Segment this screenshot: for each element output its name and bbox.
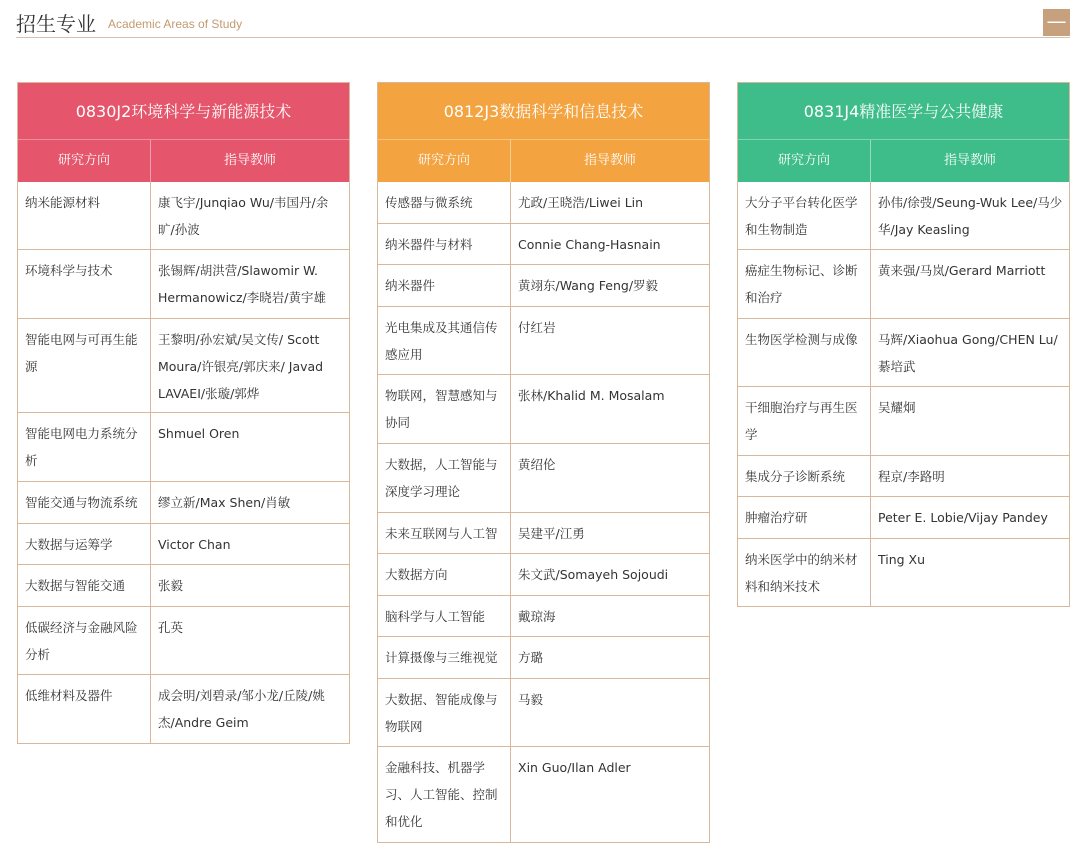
research-direction: 纳米器件与材料 <box>378 224 511 264</box>
advisor-list: Peter E. Lobie/Vijay Pandey <box>878 510 1048 525</box>
header-advisor: 指导教师 <box>223 153 276 168</box>
header-direction: 研究方向 <box>738 140 871 182</box>
program-card-environment <box>17 82 350 744</box>
program-title: 0812J3数据科学和信息技术 <box>378 83 709 140</box>
table-row <box>378 554 709 596</box>
table-row <box>18 565 349 607</box>
table-row <box>18 524 349 565</box>
table-row <box>738 456 1069 497</box>
advisor-list: 张毅 <box>158 578 184 593</box>
research-direction: 光电集成及其通信传感应用 <box>378 307 511 374</box>
research-direction: 环境科学与技术 <box>18 250 151 318</box>
advisor-list: 黄绍伦 <box>518 457 556 472</box>
research-direction: 低维材料及器件 <box>18 675 151 743</box>
research-direction: 智能电网与可再生能源 <box>18 319 151 412</box>
advisor-list: Victor Chan <box>158 537 231 552</box>
table-row <box>18 675 349 744</box>
table-row <box>378 182 709 224</box>
table-header <box>378 140 709 182</box>
research-direction: 大数据，人工智能与深度学习理论 <box>378 444 511 512</box>
table-row <box>378 596 709 637</box>
advisor-list: 张锡辉/胡洪营/Slawomir W. Hermanowicz/李晓岩/黄宇雄 <box>158 263 326 305</box>
table-row <box>378 637 709 679</box>
advisor-list: 康飞宇/Junqiao Wu/韦国丹/余旷/孙波 <box>158 195 329 237</box>
research-direction: 肿瘤治疗研 <box>738 497 871 538</box>
table-row <box>738 539 1069 607</box>
advisor-list: 黄翊东/Wang Feng/罗毅 <box>518 278 659 293</box>
research-direction: 物联网，智慧感知与协同 <box>378 375 511 443</box>
research-direction: 计算摄像与三维视觉 <box>378 637 511 678</box>
research-direction: 大数据方向 <box>378 554 511 595</box>
header-direction: 研究方向 <box>378 140 511 182</box>
table-row <box>18 250 349 319</box>
table-row <box>738 497 1069 539</box>
research-direction: 癌症生物标记、诊断和治疗 <box>738 250 871 318</box>
header-advisor: 指导教师 <box>583 153 636 168</box>
research-direction: 金融科技、机器学习、人工智能、控制和优化 <box>378 747 511 842</box>
table-row <box>18 319 349 413</box>
research-direction: 大分子平台转化医学和生物制造 <box>738 182 871 249</box>
research-direction: 大数据与运筹学 <box>18 524 151 564</box>
advisor-list: Shmuel Oren <box>158 426 240 441</box>
table-header <box>738 140 1069 182</box>
advisor-list: 戴琼海 <box>518 609 556 624</box>
research-direction: 集成分子诊断系统 <box>738 456 871 496</box>
advisor-list: 付红岩 <box>518 320 556 335</box>
page-subtitle: Academic Areas of Study <box>108 17 243 31</box>
table-row <box>738 319 1069 387</box>
table-row <box>18 607 349 675</box>
advisor-list: Connie Chang-Hasnain <box>518 237 661 252</box>
research-direction: 智能交通与物流系统 <box>18 482 151 523</box>
program-title: 0830J2环境科学与新能源技术 <box>18 83 349 140</box>
research-direction: 干细胞治疗与再生医学 <box>738 387 871 455</box>
research-direction: 智能电网电力系统分析 <box>18 413 151 481</box>
table-row <box>378 375 709 444</box>
collapse-button[interactable] <box>1043 9 1070 36</box>
advisor-list: 马毅 <box>518 692 544 707</box>
advisor-list: 缪立新/Max Shen/肖敏 <box>158 495 291 510</box>
advisor-list: Ting Xu <box>878 552 926 567</box>
advisor-list: 黄来强/马岚/Gerard Marriott <box>878 263 1046 278</box>
research-direction: 生物医学检测与成像 <box>738 319 871 386</box>
research-direction: 大数据、智能成像与物联网 <box>378 679 511 746</box>
table-row <box>378 265 709 307</box>
table-row <box>378 679 709 747</box>
advisor-list: 孔英 <box>158 620 184 635</box>
advisor-list: 程京/李路明 <box>878 469 945 484</box>
advisor-list: 朱文武/Somayeh Sojoudi <box>518 567 669 582</box>
program-title: 0831J4精准医学与公共健康 <box>738 83 1069 140</box>
research-direction: 低碳经济与金融风险分析 <box>18 607 151 674</box>
page-title: 招生专业 <box>16 12 96 36</box>
research-direction: 纳米能源材料 <box>18 182 151 249</box>
table-row <box>738 250 1069 319</box>
table-row <box>18 482 349 524</box>
advisor-list: 吴耀炯 <box>878 400 916 415</box>
research-direction: 未来互联网与人工智 <box>378 513 511 553</box>
advisor-list: Xin Guo/Ilan Adler <box>518 760 631 775</box>
table-row <box>378 513 709 554</box>
research-direction: 纳米医学中的纳米材料和纳米技术 <box>738 539 871 606</box>
table-row <box>378 307 709 375</box>
table-row <box>378 224 709 265</box>
research-direction: 传感器与微系统 <box>378 182 511 223</box>
research-direction: 脑科学与人工智能 <box>378 596 511 636</box>
table-header <box>18 140 349 182</box>
research-direction: 纳米器件 <box>378 265 511 306</box>
program-card-data-science <box>377 82 710 843</box>
advisor-list: 成会明/刘碧录/邹小龙/丘陵/姚杰/Andre Geim <box>158 688 325 730</box>
advisor-list: 吴建平/江勇 <box>518 526 585 541</box>
table-row <box>738 182 1069 250</box>
advisor-list: 孙伟/徐弢/Seung-Wuk Lee/马少华/Jay Keasling <box>878 195 1063 237</box>
advisor-list: 方璐 <box>518 650 544 665</box>
research-direction: 大数据与智能交通 <box>18 565 151 606</box>
advisor-list: 马辉/Xiaohua Gong/CHEN Lu/綦培武 <box>878 332 1058 374</box>
section-header <box>16 0 1070 38</box>
minus-icon: — <box>1046 9 1067 33</box>
advisor-list: 尤政/王晓浩/Liwei Lin <box>518 195 644 210</box>
table-row <box>378 747 709 843</box>
advisor-list: 王黎明/孙宏斌/吴文传/ Scott Moura/许银亮/郭庆来/ Javad LAVAEI/张璇/郭烨 <box>158 332 324 401</box>
program-card-precision-medicine <box>737 82 1070 607</box>
table-row <box>378 444 709 513</box>
table-row <box>18 182 349 250</box>
header-direction: 研究方向 <box>18 140 151 182</box>
table-row <box>738 387 1069 456</box>
header-advisor: 指导教师 <box>943 153 996 168</box>
advisor-list: 张林/Khalid M. Mosalam <box>518 388 665 403</box>
table-row <box>18 413 349 482</box>
